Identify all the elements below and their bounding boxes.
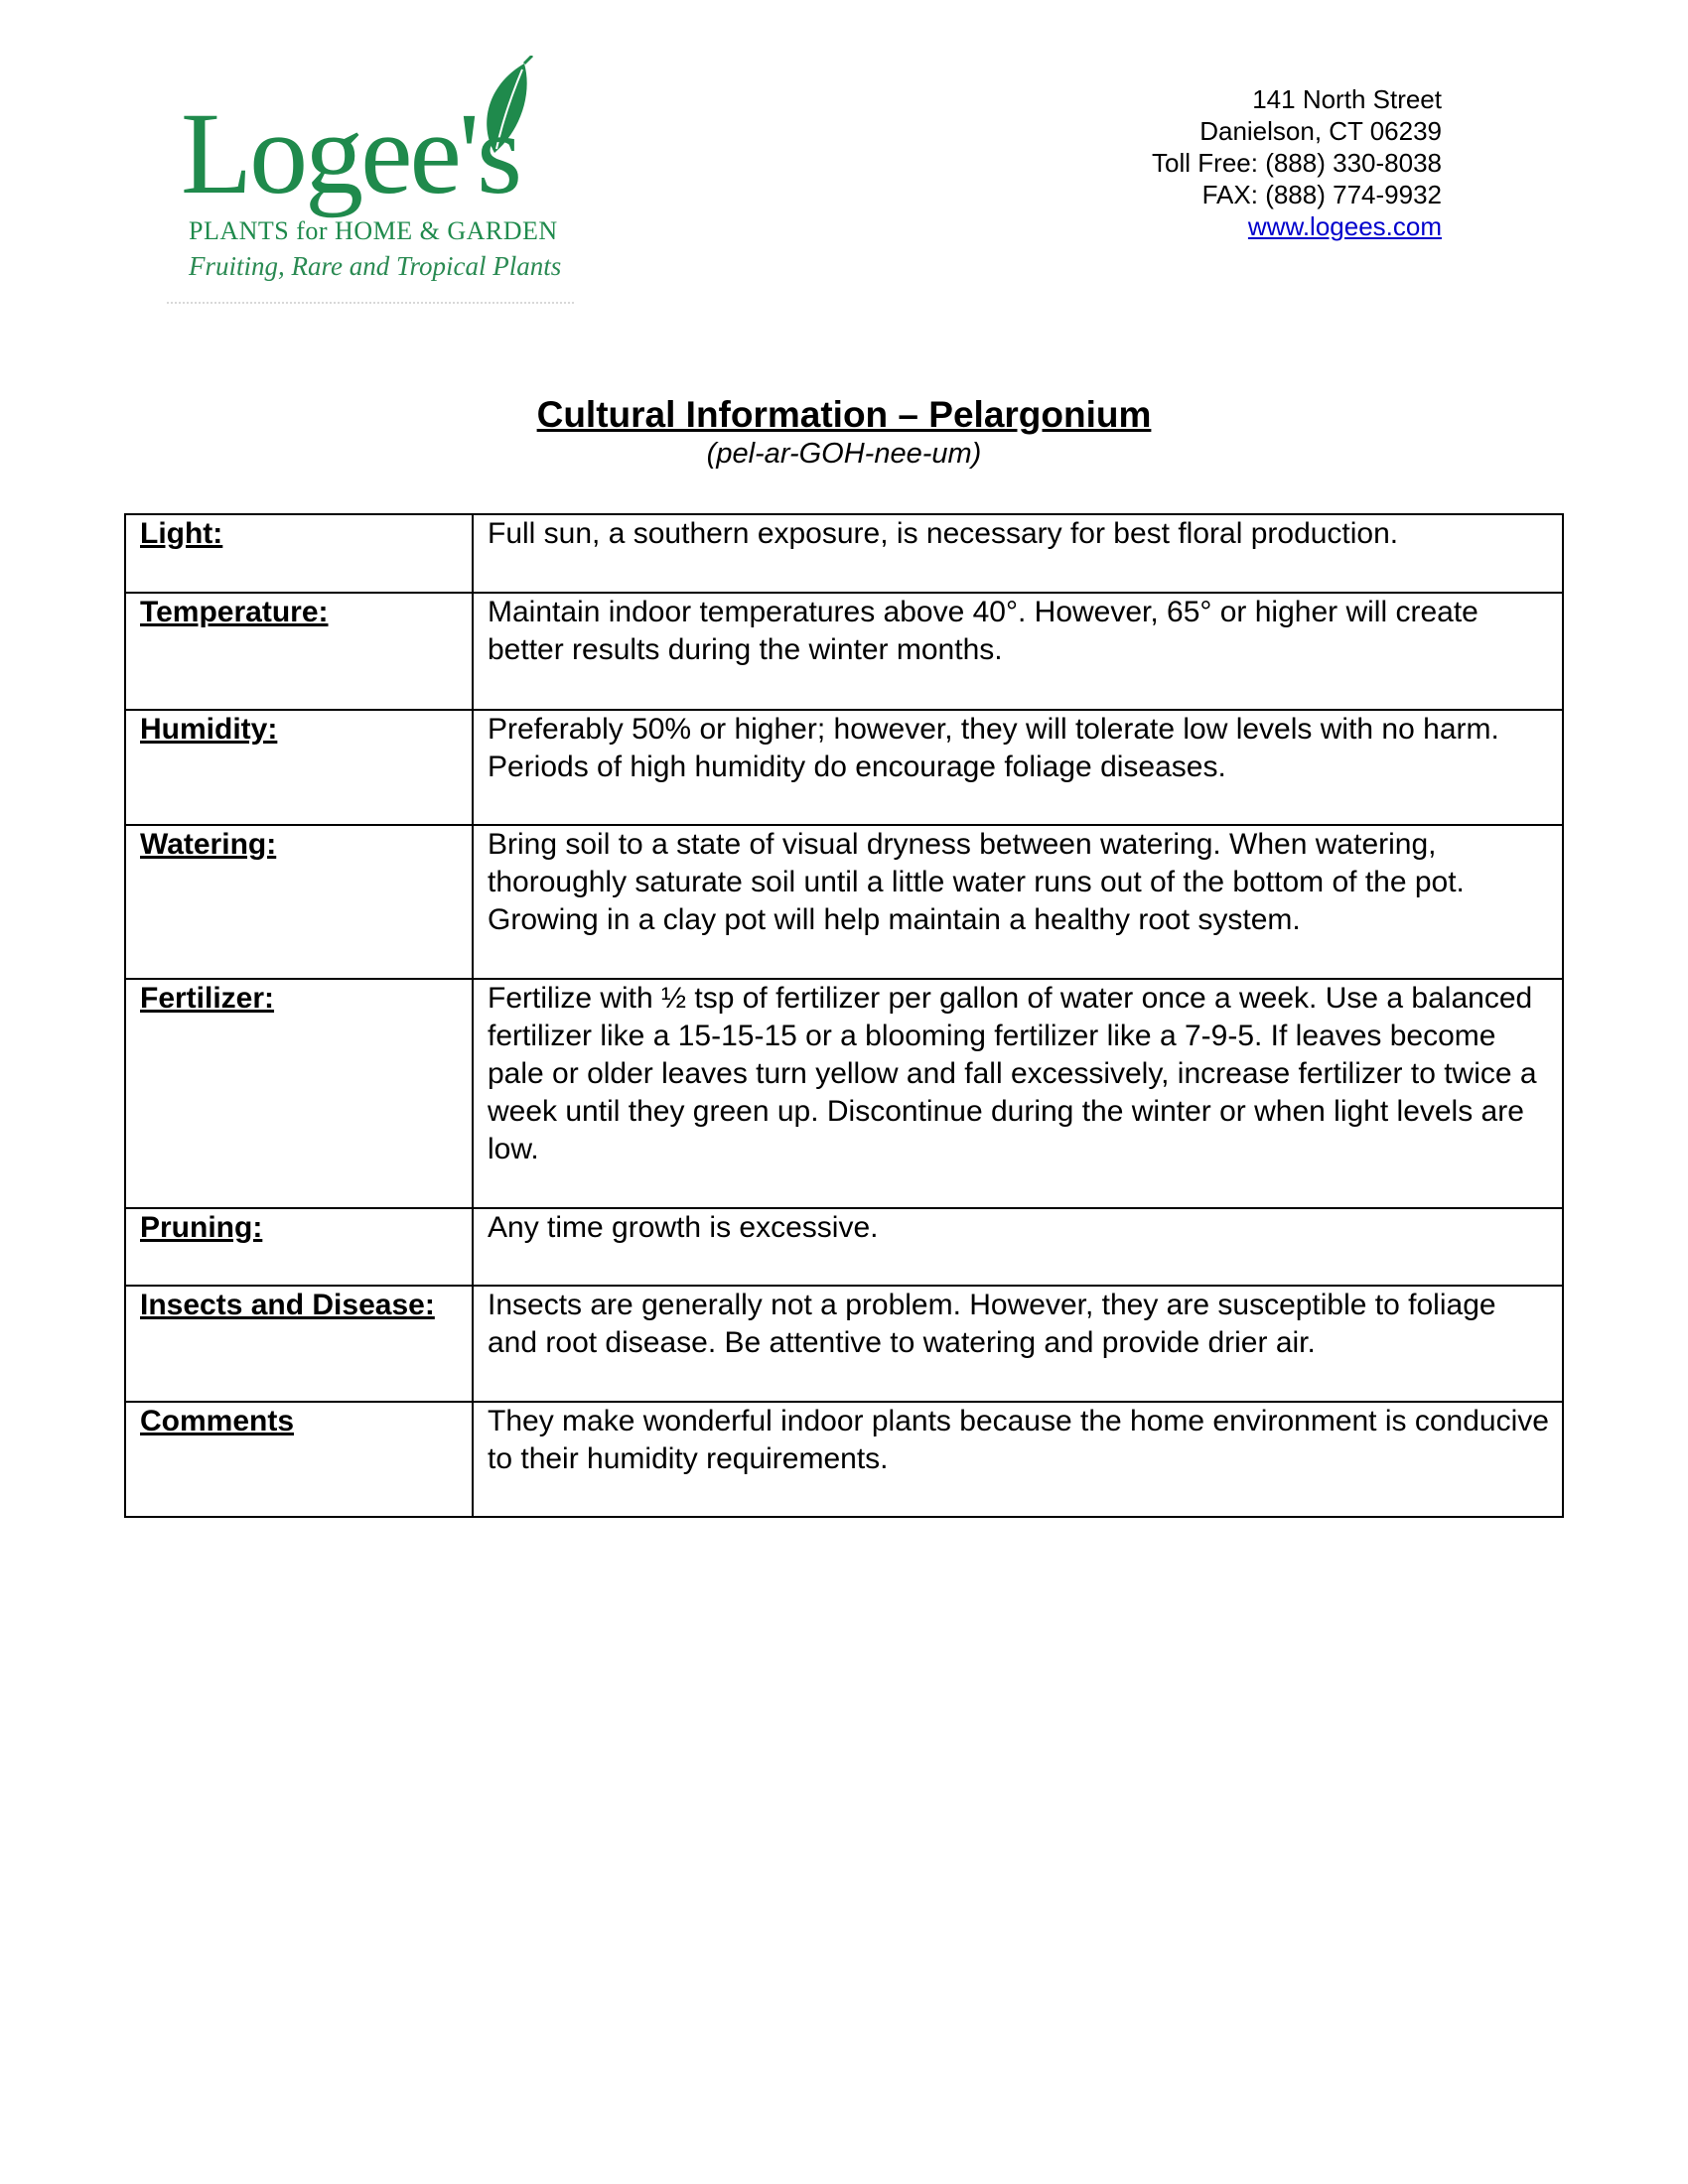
row-label: Fertilizer:	[125, 979, 473, 1208]
row-label: Insects and Disease:	[125, 1286, 473, 1402]
row-text: Any time growth is excessive.	[473, 1208, 1563, 1286]
logo-wordmark: Logee's	[181, 88, 520, 218]
table-row	[125, 593, 1563, 710]
address-street: 141 North Street	[1252, 84, 1442, 114]
row-label: Humidity:	[125, 710, 473, 825]
address-block	[1152, 83, 1442, 242]
table-row	[125, 825, 1563, 979]
row-text: Insects are generally not a problem. However, they are susceptible to foliage and root disease. Be attentive to watering and provide drier air.	[473, 1286, 1563, 1402]
row-text: Fertilize with ½ tsp of fertilizer per gallon of water once a week. Use a balanced fertilizer like a 15-15-15 or a blooming fertilizer like a 7-9-5. If leaves become pale or older leaves turn yellow and fall excessively, increase fertilizer to twice a week until they green up. Discontinue during the winter or when light levels are low.	[473, 979, 1563, 1208]
website-link[interactable]: www.logees.com	[1247, 211, 1442, 241]
row-text: They make wonderful indoor plants because the home environment is conducive to their humidity requirements.	[473, 1402, 1563, 1517]
table-row	[125, 1402, 1563, 1517]
table-row	[125, 979, 1563, 1208]
row-label: Comments	[125, 1402, 473, 1517]
title-block	[0, 395, 1688, 473]
address-fax: FAX: (888) 774-9932	[1201, 180, 1442, 209]
table-row	[125, 1208, 1563, 1286]
address-toll-free: Toll Free: (888) 330-8038	[1152, 148, 1442, 178]
address-city: Danielson, CT 06239	[1199, 116, 1442, 146]
cultural-info-table	[124, 513, 1564, 1518]
table-row	[125, 1286, 1563, 1402]
table-row	[125, 710, 1563, 825]
row-label: Pruning:	[125, 1208, 473, 1286]
row-label: Watering:	[125, 825, 473, 979]
logo-tagline: PLANTS for HOME & GARDEN	[189, 216, 558, 245]
page-title: Cultural Information – Pelargonium	[536, 394, 1152, 435]
logo-subtitle: Fruiting, Rare and Tropical Plants	[189, 251, 562, 281]
logo-divider	[167, 302, 574, 304]
row-text: Bring soil to a state of visual dryness between watering. When watering, thoroughly saturate soil until a little water runs out of the bottom of the pot. Growing in a clay pot will help maintain a healthy root system.	[473, 825, 1563, 979]
row-label: Temperature:	[125, 593, 473, 710]
pronunciation: (pel-ar-GOH-nee-um)	[706, 438, 982, 470]
table-row	[125, 514, 1563, 593]
row-text: Full sun, a southern exposure, is necessary for best floral production.	[473, 514, 1563, 593]
row-text: Maintain indoor temperatures above 40°. However, 65° or higher will create better results during the winter months.	[473, 593, 1563, 710]
row-label: Light:	[125, 514, 473, 593]
logees-logo	[167, 56, 584, 312]
row-text: Preferably 50% or higher; however, they will tolerate low levels with no harm. Periods of high humidity do encourage foliage diseases.	[473, 710, 1563, 825]
